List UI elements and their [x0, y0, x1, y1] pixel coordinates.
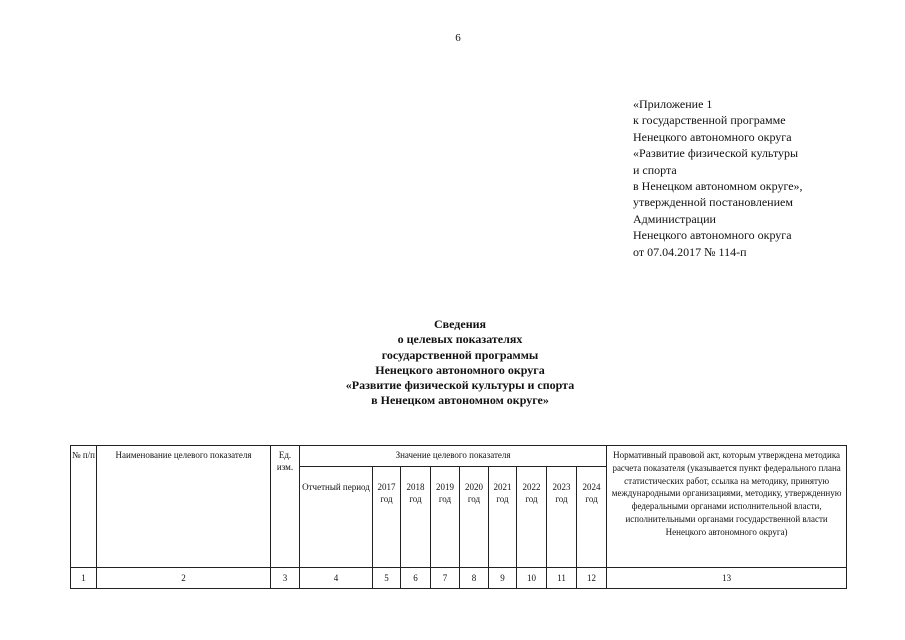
- header-legal-act: Нормативный правовой акт, которым утверждена методика расчета показателя (указывается пункт федерального плана статистических работ, ссылка на методику, принятую международными организациями, методику, утвержденную федеральными органами исполнительной власти, исполнительными органами государственной власти Ненецкого автономного округа): [607, 446, 847, 568]
- column-number: 7: [431, 568, 460, 589]
- column-number: 1: [71, 568, 97, 589]
- subheader-year-2020: 2020 год: [460, 467, 489, 568]
- indicators-table: [70, 445, 847, 589]
- header-indicator-name: Наименование целевого показателя: [97, 446, 271, 568]
- column-number: 3: [271, 568, 300, 589]
- appendix-line: к государственной программе: [633, 113, 786, 128]
- appendix-line: от 07.04.2017 № 114-п: [633, 244, 747, 259]
- appendix-block: [633, 96, 873, 260]
- header-row: [71, 446, 847, 467]
- appendix-line: Администрации: [633, 211, 716, 226]
- column-number: 11: [547, 568, 577, 589]
- column-number: 9: [489, 568, 517, 589]
- column-number: 12: [577, 568, 607, 589]
- subheader-year-2023: 2023 год: [547, 467, 577, 568]
- subheader-year-2017: 2017 год: [373, 467, 401, 568]
- title-line: «Развитие физической культуры и спорта: [345, 378, 575, 393]
- subheader-year-2019: 2019 год: [431, 467, 460, 568]
- column-number: 6: [401, 568, 431, 589]
- column-number: 13: [607, 568, 847, 589]
- appendix-line: и спорта: [633, 162, 677, 177]
- title-line: государственной программы: [381, 347, 539, 362]
- column-number: 2: [97, 568, 271, 589]
- subheader-year-2021: 2021 год: [489, 467, 517, 568]
- column-number: 8: [460, 568, 489, 589]
- appendix-line: Ненецкого автономного округа: [633, 228, 792, 243]
- subheader-year-2024: 2024 год: [577, 467, 607, 568]
- title-line: Ненецкого автономного округа: [375, 362, 545, 377]
- appendix-line: утвержденной постановлением: [633, 195, 793, 210]
- title-line: в Ненецком автономном округе»: [371, 393, 549, 408]
- column-number: 5: [373, 568, 401, 589]
- title-line: Сведения: [433, 317, 487, 331]
- appendix-line: «Развитие физической культуры: [633, 146, 799, 161]
- document-title: [290, 317, 630, 409]
- column-number: 10: [517, 568, 547, 589]
- subheader-year-2018: 2018 год: [401, 467, 431, 568]
- column-number: 4: [300, 568, 373, 589]
- appendix-line: «Приложение 1: [633, 97, 713, 111]
- subheader-year-2022: 2022 год: [517, 467, 547, 568]
- column-numbers-row: [71, 568, 847, 589]
- header-num: № п/п: [71, 446, 97, 568]
- page-number: 6: [455, 32, 461, 44]
- title-line: о целевых показателях: [397, 332, 523, 347]
- header-values: Значение целевого показателя: [300, 446, 607, 467]
- appendix-line: Ненецкого автономного округа: [633, 129, 792, 144]
- header-unit: Ед. изм.: [271, 446, 300, 568]
- appendix-line: в Ненецком автономном округе»,: [633, 179, 803, 194]
- subheader-reporting-period: Отчетный период: [300, 467, 373, 568]
